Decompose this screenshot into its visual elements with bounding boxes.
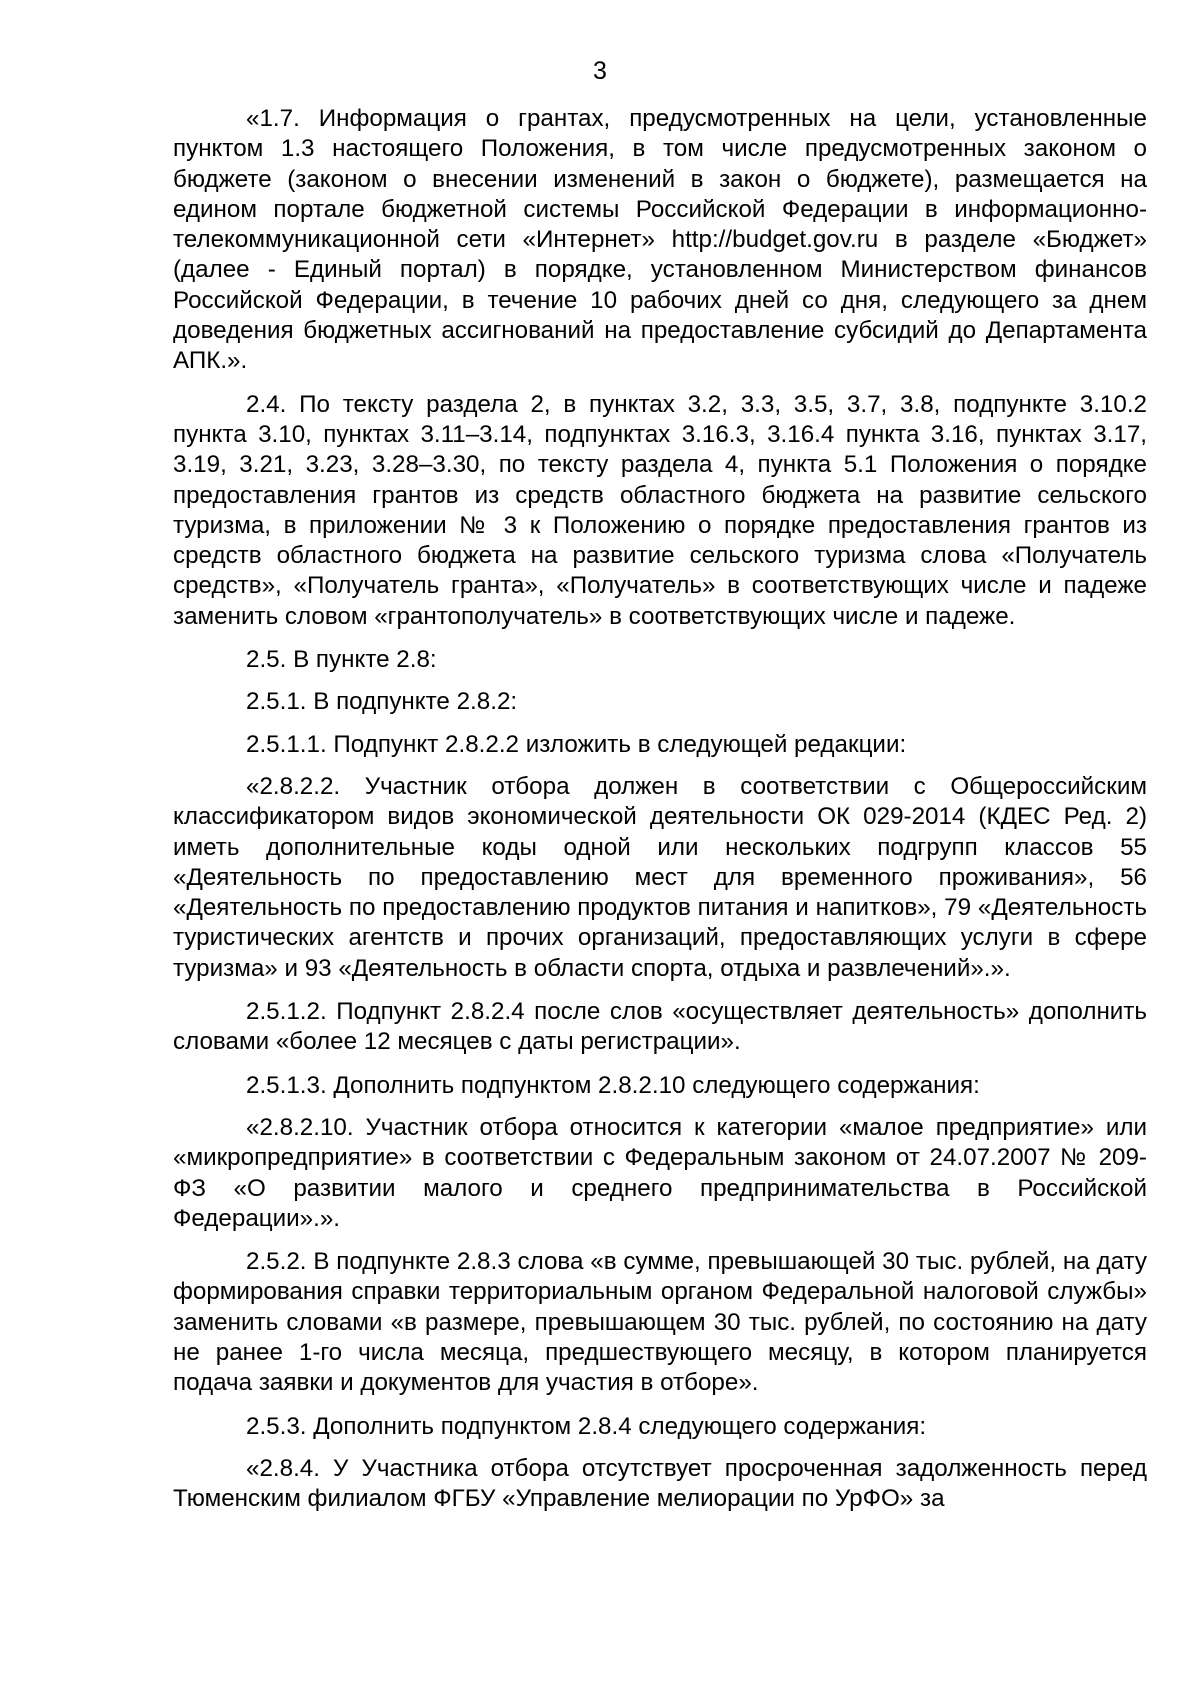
paragraph-2-5: 2.5. В пункте 2.8: (246, 646, 437, 674)
paragraph-2-5-2: 2.5.2. В подпункте 2.8.3 слова «в сумме, превышающей 30 тыс. рублей, на дату формирования справки территориальным органом Федеральной налоговой службы» заменить словами «в размере, превышающем 30 тыс. рублей, по состоянию на дату не ранее 1-го числа месяца, предшествующего месяцу, в котором планируется подача заявки и документов для участия в отборе». (173, 1248, 1147, 1397)
paragraph-2-5-1: 2.5.1. В подпункте 2.8.2: (246, 688, 518, 716)
paragraph-2-5-1-3: 2.5.1.3. Дополнить подпунктом 2.8.2.10 следующего содержания: (246, 1071, 980, 1099)
page-number: 3 (593, 57, 607, 85)
document-body (173, 104, 1147, 1527)
paragraph-2-8-4-quote: «2.8.4. У Участника отбора отсутствует просроченная задолженность перед Тюменским филиалом ФГБУ «Управление мелиорации по УрФО» за (173, 1454, 1147, 1513)
paragraph-2-4: 2.4. По тексту раздела 2, в пунктах 3.2, 3.3, 3.5, 3.7, 3.8, подпункте 3.10.2 пункта 3.10, пунктах 3.11–3.14, подпунктах 3.16.3, 3.16.4 пункта 3.16, пунктах 3.17, 3.19, 3.21, 3.23, 3.28–3.30, по тексту раздела 4, пункта 5.1 Положения о порядке предоставления грантов из средств областного бюджета на развитие сельского туризма, в приложении № 3 к Положению о порядке предоставления грантов из средств областного бюджета на развитие сельского туризма слова «Получатель средств», «Получатель гранта», «Получатель» в соответствующих числе и падеже заменить словом «грантополучатель» в соответствующих числе и падеже. (173, 390, 1147, 630)
paragraph-2-8-2-2-quote: «2.8.2.2. Участник отбора должен в соответствии с Общероссийским классификатором видов экономической деятельности ОК 029-2014 (КДЕС Ред. 2) иметь дополнительные коды одной или нескольких подгрупп классов 55 «Деятельность по предоставлению мест для временного проживания», 56 «Деятельность по предоставлению продуктов питания и напитков», 79 «Деятельность туристических агентств и прочих организаций, предоставляющих услуги в сфере туризма» и 93 «Деятельность в области спорта, отдыха и развлечений».». (173, 772, 1147, 982)
paragraph-2-5-1-1: 2.5.1.1. Подпункт 2.8.2.2 изложить в следующей редакции: (246, 730, 907, 758)
paragraph-2-5-3: 2.5.3. Дополнить подпунктом 2.8.4 следующего содержания: (246, 1412, 927, 1440)
paragraph-1-7-grant-info: «1.7. Информация о грантах, предусмотренных на цели, установленные пунктом 1.3 настоящего Положения, в том числе предусмотренных законом о бюджете (законом о внесении изменений в закон о бюджете), размещается на едином портале бюджетной системы Российской Федерации в информационно-телекоммуникационной сети «Интернет» http://budget.gov.ru в разделе «Бюджет» (далее - Единый портал) в порядке, установленном Министерством финансов Российской Федерации, в течение 10 рабочих дней со дня, следующего за днем доведения бюджетных ассигнований на предоставление субсидий до Департамента АПК.». (173, 105, 1147, 375)
paragraph-2-5-1-2: 2.5.1.2. Подпункт 2.8.2.4 после слов «осуществляет деятельность» дополнить словами «более 12 месяцев с даты регистрации». (173, 998, 1147, 1056)
paragraph-2-8-2-10-quote: «2.8.2.10. Участник отбора относится к категории «малое предприятие» или «микропредприятие» в соответствии с Федеральным законом от 24.07.2007 № 209-ФЗ «О развитии малого и среднего предпринимательства в Российской Федерации».». (173, 1113, 1147, 1232)
